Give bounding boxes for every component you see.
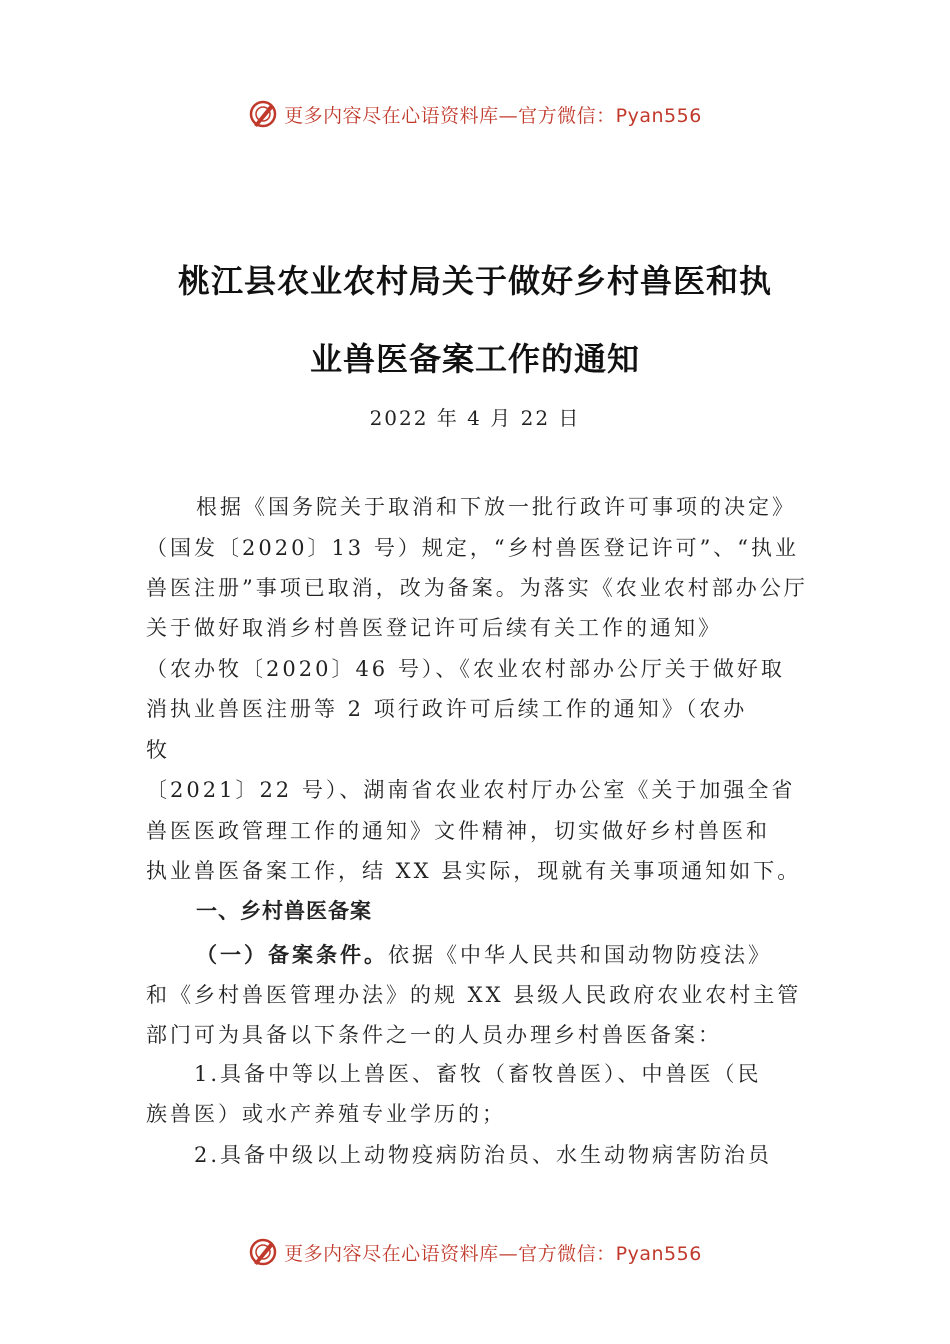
paragraph-line: 牧 xyxy=(146,738,170,762)
document-title-line1: 桃江县农业农村局关于做好乡村兽医和执 xyxy=(177,262,772,300)
paragraph-line: 关于做好取消乡村兽医登记许可后续有关工作的通知》 xyxy=(146,616,722,640)
subsection-text: 依据《中华人民共和国动物防疫法》 xyxy=(388,943,772,967)
pen-circle-logo-icon xyxy=(248,1237,278,1267)
list-item-1-line: 1.具备中等以上兽医、畜牧（畜牧兽医）、中兽医（民 xyxy=(194,1062,762,1086)
watermark-handle: Pyan556 xyxy=(615,1242,702,1265)
paragraph-line: 兽医注册”事项已取消，改为备案。为落实《农业农村部办公厅 xyxy=(146,576,808,600)
paragraph-line: （国发〔2020〕13 号）规定，“乡村兽医登记许可”、“执业 xyxy=(146,536,800,560)
watermark-text: 更多内容尽在心语资料库—官方微信：Pyan556 xyxy=(284,104,702,127)
list-item-2-line: 2.具备中级以上动物疫病防治员、水生动物病害防治员 xyxy=(194,1143,773,1167)
paragraph-line: 兽医医政管理工作的通知》文件精神，切实做好乡村兽医和 xyxy=(146,819,770,843)
subsection-label: （一）备案条件。 xyxy=(196,942,388,967)
subsection-body-line: 部门可为具备以下条件之一的人员办理乡村兽医备案： xyxy=(146,1023,722,1047)
subsection-body-line: 和《乡村兽医管理办法》的规 XX 县级人民政府农业农村主管 xyxy=(146,983,802,1007)
pen-circle-logo-icon xyxy=(248,99,278,129)
watermark-banner-bottom xyxy=(0,1230,950,1274)
document-date: 2022 年 4 月 22 日 xyxy=(369,406,581,430)
section-heading: 一、乡村兽医备案 xyxy=(196,899,372,923)
watermark-banner-top xyxy=(0,92,950,136)
watermark-text: 更多内容尽在心语资料库—官方微信：Pyan556 xyxy=(284,1242,702,1265)
paragraph-line: （农办牧〔2020〕46 号）、《农业农村部办公厅关于做好取 xyxy=(146,657,785,681)
paragraph-line: 〔2021〕22 号）、湖南省农业农村厅办公室《关于加强全省 xyxy=(146,778,796,802)
watermark-handle: Pyan556 xyxy=(615,104,702,127)
subsection-line xyxy=(196,940,772,970)
paragraph-line: 消执业兽医注册等 2 项行政许可后续工作的通知》（农办 xyxy=(146,697,748,721)
list-item-1-line: 族兽医）或水产养殖专业学历的； xyxy=(146,1102,506,1126)
paragraph-line: 根据《国务院关于取消和下放一批行政许可事项的决定》 xyxy=(196,495,796,519)
document-title-line2: 业兽医备案工作的通知 xyxy=(309,340,640,378)
paragraph-line: 执业兽医备案工作，结 XX 县实际，现就有关事项通知如下。 xyxy=(146,859,802,883)
